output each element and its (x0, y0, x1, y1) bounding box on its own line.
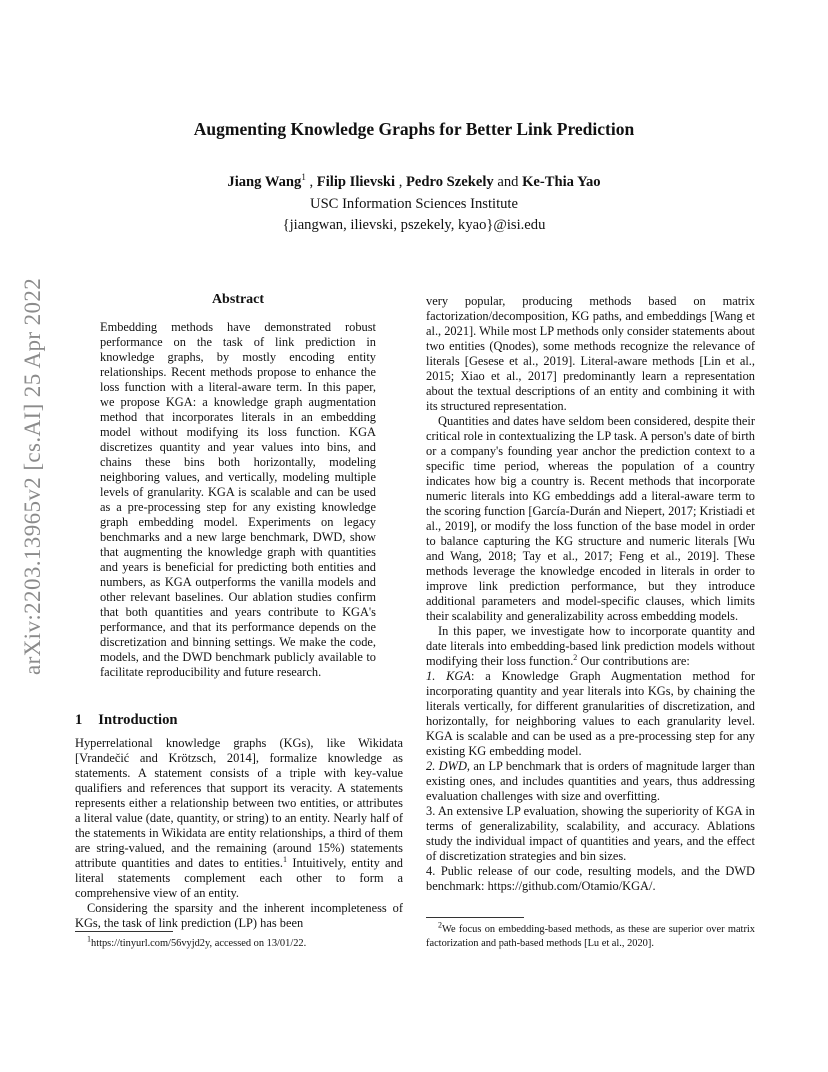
contribution-1-text: : a Knowledge Graph Augmentation method for incorporating quantity and year literals into KGs, by chaining the literals vertically, for different granularities of discretization, and horizontally, for neighboring values to each granularity level. KGA is scalable and can be used as a pre-processing step for any existing KG embedding model. (426, 669, 755, 758)
author-separator: , (395, 174, 407, 190)
contribution-1-label: 1. KGA (426, 669, 471, 683)
abstract-heading: Abstract (211, 292, 265, 307)
author-1: Jiang Wang (227, 174, 302, 190)
author-list (0, 172, 828, 192)
footnote-2-mark: 2 (438, 920, 442, 930)
footnote-mark-2: 2 (573, 652, 578, 662)
right-paragraph-2: Quantities and dates have seldom been considered, despite their critical role in contextualizing the LP task. A person's date of birth or a company's founding year anchor the prediction context to a specific time period, whereas the population of a country indicates how big a country is. Recent methods that incorporate numeric literals into KG embeddings add a literal-aware term to the scoring function [García-Durán and Niepert, 2017; Kristiadi et al., 2019], or modify the loss function of the base model in order to balance capturing the KG structure and numeric literals [Wu and Wang, 2018; Tay et al., 2017; Feng et al., 2019]. These methods leverage the knowledge encoded in literals in order to improve link prediction performance, but they introduce additional parameters and model-specific clauses, which limits their scalability and generalizability across embedding models. (426, 414, 755, 623)
paper-title: Augmenting Knowledge Graphs for Better Link Prediction (193, 119, 635, 139)
section-title: Introduction (98, 712, 178, 728)
introduction-left-column (75, 736, 403, 931)
footnote-divider (426, 917, 524, 918)
contribution-1 (426, 669, 755, 759)
author-1-affiliation-mark: 1 (301, 172, 306, 183)
footnote-1 (87, 934, 307, 949)
contribution-2-text: , an LP benchmark that is orders of magnitude larger than existing ones, and includes quantities and years, thus addressing evaluation challenges with size and overfitting. (426, 759, 756, 803)
contribution-3: 3. An extensive LP evaluation, showing the superiority of KGA in terms of generalizability, scalability, and accuracy. Ablations study the individual impact of quantities and years, and the effect of discretization strategies and bin sizes. (426, 804, 755, 863)
footnote-1-mark: 1 (87, 934, 91, 944)
section-number: 1 (75, 712, 83, 728)
right-paragraph-3-end: Our contributions are: (577, 654, 690, 668)
author-3: Pedro Szekely (406, 174, 494, 190)
right-paragraph-3-text: In this paper, we investigate how to incorporate quantity and date literals into embedding-based link prediction models without modifying their loss function. (426, 624, 755, 668)
footnote-2 (426, 920, 755, 951)
contribution-2 (426, 759, 755, 804)
intro-paragraph-2: Considering the sparsity and the inherent incompleteness of KGs, the task of link prediction (LP) has been (75, 901, 403, 930)
author-separator: , (305, 174, 317, 190)
section-heading-introduction (75, 712, 178, 729)
abstract-body (100, 320, 376, 680)
arxiv-identifier-stamp: arXiv:2203.13965v2 [cs.AI] 25 Apr 2022 (20, 277, 45, 675)
author-4: Ke-Thia Yao (522, 174, 601, 190)
author-emails: {jiangwan, ilievski, pszekely, kyao}@isi.edu (282, 217, 546, 233)
contribution-2-label: 2. DWD (426, 759, 467, 773)
footnote-divider (75, 931, 173, 932)
contribution-4: 4. Public release of our code, resulting models, and the DWD benchmark: https://github.com/Otamio/KGA/. (426, 864, 755, 893)
intro-paragraph-1-end: Intuitively, entity and literal statements complement each other to form a comprehensive view of an entity. (75, 856, 403, 900)
affiliation: USC Information Sciences Institute (310, 196, 518, 212)
author-separator: and (493, 174, 523, 190)
right-column (426, 294, 755, 894)
right-paragraph-1: very popular, producing methods based on matrix factorization/decomposition, KG paths, and embeddings [Wang et al., 2021]. While most LP methods only consider statements about two entities (Qnodes), some methods recognize the relevance of literals [Gesese et al., 2019]. Literal-aware methods [Lin et al., 2015; Xiao et al., 2017] predominantly learn a representation about the textual descriptions of an entity and combining it with its structured representation. (426, 294, 755, 413)
footnote-mark-1: 1 (282, 854, 287, 864)
right-paragraph-3 (426, 624, 755, 669)
footnote-2-text: We focus on embedding-based methods, as these are superior over matrix factorization and path-based methods [Lu et al., 2020]. (426, 924, 755, 949)
author-2: Filip Ilievski (316, 174, 396, 190)
intro-paragraph-1 (75, 736, 403, 901)
intro-paragraph-1-text: Hyperrelational knowledge graphs (KGs), like Wikidata [Vrandečić and Krötzsch, 2014], formalize knowledge as statements. A statement consists of a triple with key-value qualifiers and references that support its veracity. A statements represents either a relationship between two entities, or attributes a literal value (date, quantity, or string) to an entity. Nearly half of the statements in Wikidata are entity relationships, a third of them are string-valued, and the remaining (around 15%) statements attribute quantities and dates to entities. (75, 736, 403, 870)
footnote-1-text: https://tinyurl.com/56vyjd2y, accessed on 13/01/22. (91, 938, 307, 949)
abstract-text: Embedding methods have demonstrated robust performance on the task of link prediction in knowledge graphs, by mostly encoding entity relationships. Recent methods propose to enhance the loss function with a literal-aware term. In this paper, we propose KGA: a knowledge graph augmentation method that incorporates literals in an embedding model without modifying its loss function. KGA discretizes quantity and year values into bins, and chains these bins both horizontally, modeling neighboring values, and vertically, modeling multiple levels of granularity. KGA is scalable and can be used as a pre-processing step for any existing knowledge graph embedding model. Experiments on legacy benchmarks and a new large benchmark, DWD, show that augmenting the knowledge graph with quantities and years is beneficial for predicting both entities and numbers, as KGA outperforms the vanilla models and other relevant baselines. Our ablation studies confirm that both quantities and years contribute to KGA's performance, and that its performance depends on the discretization and binning settings. We make the code, models, and the DWD benchmark publicly available to facilitate reproducibility and future research. (100, 320, 376, 679)
